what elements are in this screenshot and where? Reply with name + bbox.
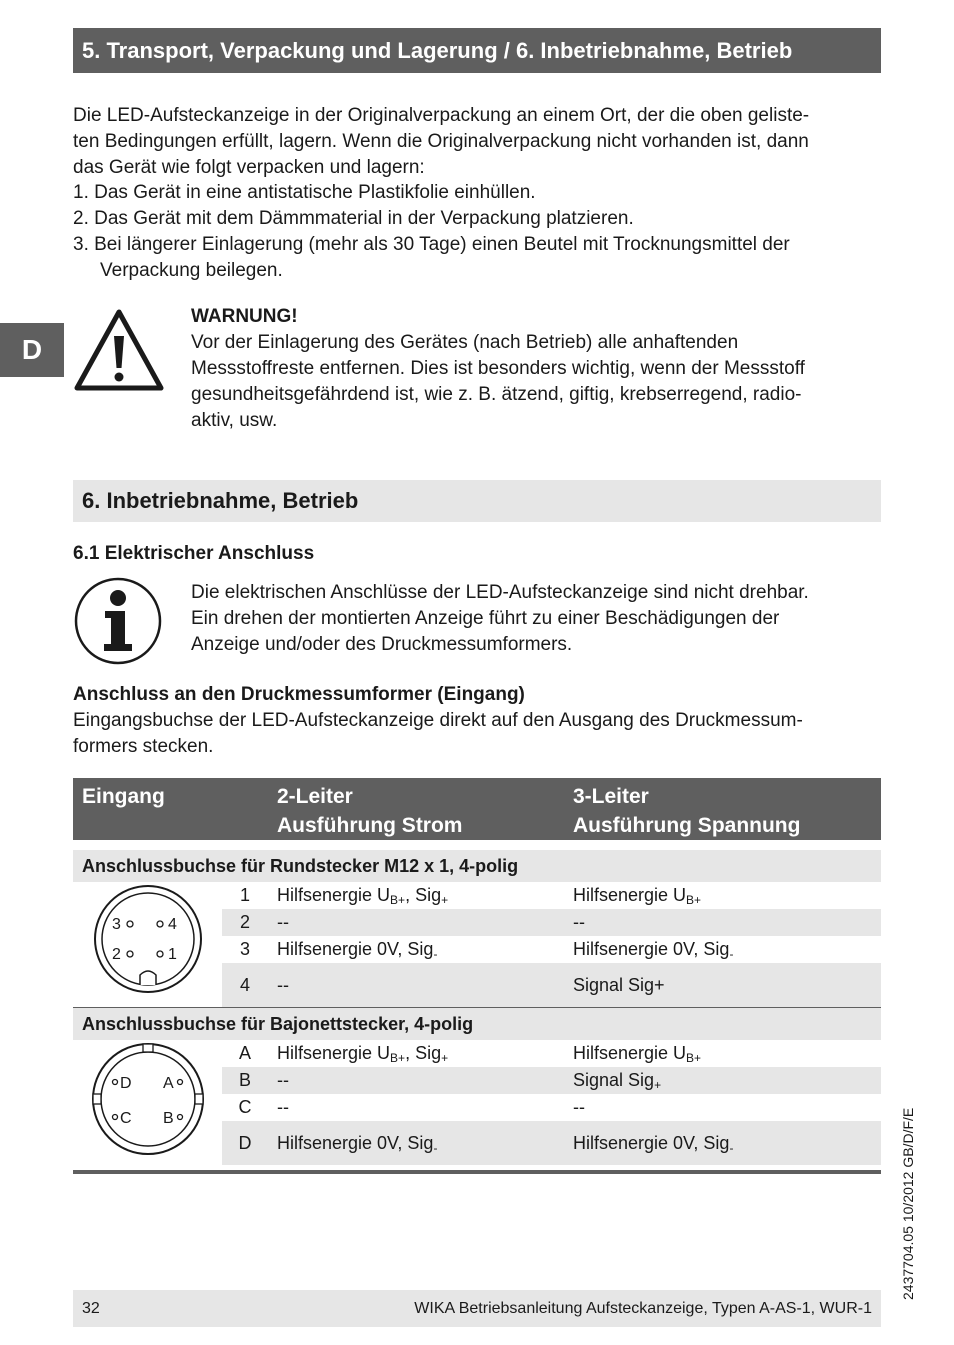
- table-row: 3 Hilfsenergie 0V, Sig$_-$ Hilfsenergie 0V, Sig$_-$: [239, 939, 734, 961]
- warning-line: Vor der Einlagerung des Gerätes (nach Betrieb) alle anhaftenden: [191, 332, 739, 353]
- input-heading: Anschluss an den Druckmessumformer (Eingang): [73, 684, 525, 705]
- table-row: 4 -- Signal Sig+: [73, 963, 881, 1008]
- step-item: 2. Das Gerät mit dem Dämmmaterial in der Verpackung platzieren.: [73, 208, 634, 229]
- svg-text:C: C: [119, 1109, 132, 1127]
- group-heading-bayonet: Anschlussbuchse für Bajonettstecker, 4-polig: [73, 1008, 881, 1040]
- svg-text:2: 2: [111, 945, 121, 963]
- bayonet-socket-icon: [91, 1042, 205, 1156]
- warning-block: [191, 304, 881, 434]
- step-item: 3. Bei längerer Einlagerung (mehr als 30 Tage) einen Beutel mit Trocknungsmittel der Verpackung beilegen.: [73, 234, 790, 281]
- bayonet-socket-diagram: [73, 1040, 222, 1165]
- footer-title: WIKA Betriebsanleitung Aufsteckanzeige, Typen A-AS-1, WUR-1: [414, 1300, 872, 1317]
- info-line: Anzeige und/oder des Druckmessumformers.: [191, 634, 573, 655]
- table-bottom-rule: [73, 1170, 881, 1174]
- info-block: [191, 580, 881, 658]
- input-block: [73, 682, 881, 760]
- header-eingang: Eingang: [82, 785, 165, 808]
- input-line: formers stecken.: [73, 736, 214, 757]
- header-3-leiter: 3-Leiter Ausführung Spannung: [573, 785, 801, 837]
- svg-text:B: B: [162, 1109, 174, 1127]
- subsection-heading: 6.1 Elektrischer Anschluss: [73, 543, 315, 564]
- step-item: 1. Das Gerät in eine antistatische Plastikfolie einhüllen.: [73, 182, 536, 203]
- intro-line: das Gerät wie folgt verpacken und lagern:: [73, 157, 425, 178]
- warning-line: Messstoffreste entfernen. Dies ist besonders wichtig, wenn der Messstoff: [191, 358, 805, 379]
- warning-line: aktiv, usw.: [191, 410, 278, 431]
- svg-text:D: D: [119, 1074, 132, 1092]
- svg-text:3: 3: [111, 915, 121, 933]
- svg-text:1: 1: [167, 945, 177, 963]
- table-row: B -- Signal Sig$_+$: [73, 1067, 881, 1094]
- intro-line: Die LED-Aufsteckanzeige in der Originalverpackung an einem Ort, der die oben geliste-: [73, 105, 810, 126]
- table-row: D A C B A Hilfsenergie $U_{B+}$, Sig$_+$ Hilfsenergie $U_{B+}$: [73, 1040, 881, 1067]
- input-line: Eingangsbuchse der LED-Aufsteckanzeige direkt auf den Ausgang des Druckmessum-: [73, 710, 803, 731]
- svg-text:4: 4: [167, 915, 177, 933]
- page-footer: [73, 1290, 881, 1327]
- header-2-leiter: 2-Leiter Ausführung Strom: [277, 785, 463, 837]
- intro-line: ten Bedingungen erfüllt, lagern. Wenn die Originalverpackung nicht vorhanden ist, dann: [73, 131, 809, 152]
- m12-socket-diagram: [73, 882, 222, 1008]
- connection-table: [73, 778, 881, 1165]
- svg-text:A: A: [162, 1074, 174, 1092]
- m12-socket-icon: [92, 885, 204, 997]
- page-header: 5. Transport, Verpackung und Lagerung / 6. Inbetriebnahme, Betrieb: [73, 28, 881, 73]
- group-heading-m12: Anschlussbuchse für Rundstecker M12 x 1, 4-polig: [73, 850, 881, 882]
- warning-line: gesundheitsgefährdend ist, wie z. B. ätzend, giftig, krebserregend, radio-: [191, 384, 802, 405]
- table-row: C -- --: [238, 1097, 585, 1117]
- page-number: 32: [82, 1300, 100, 1317]
- table-row: 2 -- --: [73, 909, 881, 936]
- section-heading: 6. Inbetriebnahme, Betrieb: [73, 480, 881, 522]
- table-row: D Hilfsenergie 0V, Sig$_-$ Hilfsenergie 0V, Sig$_-$: [73, 1121, 881, 1165]
- document-code: 2437704.05 10/2012 GB/D/F/E: [900, 1107, 916, 1300]
- info-line: Ein drehen der montierten Anzeige führt zu einer Beschädigungen der: [191, 608, 780, 629]
- language-tab: D: [0, 323, 64, 377]
- info-line: Die elektrischen Anschlüsse der LED-Aufsteckanzeige sind nicht drehbar.: [191, 582, 809, 603]
- table-row: 3 4 2 1 1 Hilfsenergie $U_{B+}$, Sig$_+$ Hilfsenergie $U_{B+}$: [73, 882, 881, 909]
- info-icon: [73, 576, 163, 674]
- steps-list: [73, 180, 881, 284]
- warning-title: WARNUNG!: [191, 306, 298, 327]
- intro-paragraph: [73, 103, 881, 181]
- table-header: [73, 778, 881, 840]
- warning-icon: [73, 308, 165, 400]
